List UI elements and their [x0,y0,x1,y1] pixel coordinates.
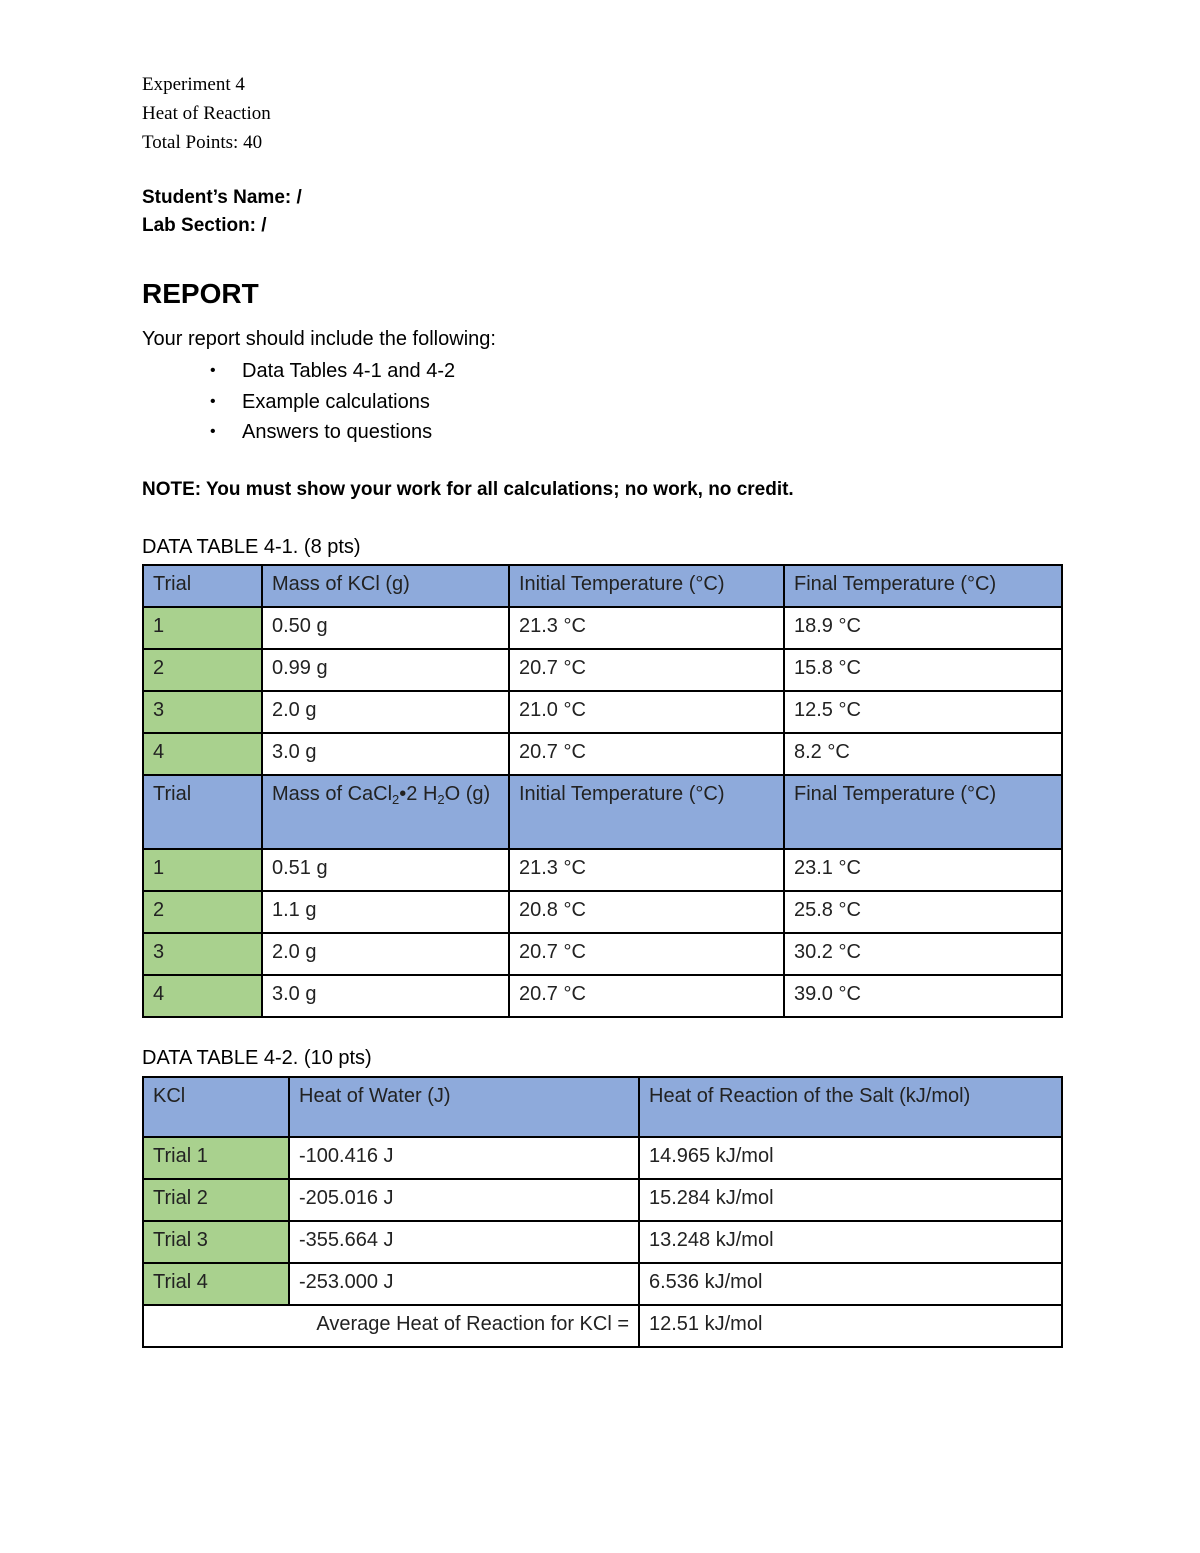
experiment-title: Heat of Reaction [142,103,271,124]
table-row [143,891,1062,933]
list-item: • Answers to questions [210,419,455,450]
experiment-number: Experiment 4 [142,74,245,95]
table-row [143,1263,1062,1305]
trial-cell: Trial 1 [143,1137,289,1179]
mass-cell: 2.0 g [262,691,509,733]
table-row [143,649,1062,691]
final-temp-cell: 25.8 °C [784,891,1062,933]
trial-cell: Trial 2 [143,1179,289,1221]
header-cell: Heat of Water (J) [289,1077,639,1137]
trial-cell: 1 [143,849,262,891]
header-cell: Trial [143,775,262,849]
heat-of-reaction-cell: 14.965 kJ/mol [639,1137,1062,1179]
lab-section-label: Lab Section: / [142,215,267,236]
trial-cell: 2 [143,649,262,691]
work-note: NOTE: You must show your work for all calculations; no work, no credit. [142,479,794,500]
trial-cell: Trial 3 [143,1221,289,1263]
trial-cell: 4 [143,733,262,775]
mass-cell: 3.0 g [262,733,509,775]
list-item: • Example calculations [210,389,455,420]
initial-temp-cell: 20.7 °C [509,933,784,975]
total-points: Total Points: 40 [142,132,263,153]
mass-cell: 0.51 g [262,849,509,891]
heat-of-reaction-cell: 15.284 kJ/mol [639,1179,1062,1221]
mass-cell: 0.50 g [262,607,509,649]
trial-cell: 2 [143,891,262,933]
initial-temp-cell: 21.0 °C [509,691,784,733]
report-requirements-list [210,358,455,450]
initial-temp-cell: 20.8 °C [509,891,784,933]
report-heading: REPORT [142,278,259,309]
table-row [143,1221,1062,1263]
final-temp-cell: 15.8 °C [784,649,1062,691]
heat-of-water-cell: -355.664 J [289,1221,639,1263]
trial-cell: 4 [143,975,262,1017]
student-name-label: Student’s Name: / [142,187,302,208]
average-row [143,1305,1062,1347]
final-temp-cell: 12.5 °C [784,691,1062,733]
final-temp-cell: 8.2 °C [784,733,1062,775]
table-row [143,691,1062,733]
trial-cell: Trial 4 [143,1263,289,1305]
final-temp-cell: 30.2 °C [784,933,1062,975]
heat-of-water-cell: -253.000 J [289,1263,639,1305]
table-row [143,1137,1062,1179]
document-header [142,70,271,157]
mass-cell: 1.1 g [262,891,509,933]
heat-of-water-cell: -205.016 J [289,1179,639,1221]
header-cell: Mass of KCl (g) [262,565,509,607]
header-cell: Final Temperature (°C) [784,565,1062,607]
table-row [143,733,1062,775]
mass-cell: 0.99 g [262,649,509,691]
data-table-4-1 [142,564,1063,1018]
initial-temp-cell: 21.3 °C [509,607,784,649]
final-temp-cell: 39.0 °C [784,975,1062,1017]
trial-cell: 3 [143,933,262,975]
student-info [142,184,302,240]
data-table-4-2-caption: DATA TABLE 4-2. (10 pts) [142,1047,372,1069]
heat-of-reaction-cell: 6.536 kJ/mol [639,1263,1062,1305]
average-value: 12.51 kJ/mol [639,1305,1062,1347]
header-cell: Heat of Reaction of the Salt (kJ/mol) [639,1077,1062,1137]
initial-temp-cell: 20.7 °C [509,649,784,691]
header-cell: Initial Temperature (°C) [509,775,784,849]
data-table-4-2 [142,1076,1063,1348]
table-row [143,607,1062,649]
header-cell-mass-cacl2: Mass of CaCl$_2$•2 $H_2O$ (g) [262,775,509,849]
table-row [143,849,1062,891]
mass-cell: 3.0 g [262,975,509,1017]
list-item: • Data Tables 4-1 and 4-2 [210,358,455,389]
heat-of-reaction-cell: 13.248 kJ/mol [639,1221,1062,1263]
header-cell: KCl [143,1077,289,1137]
table-header-row [143,565,1062,607]
initial-temp-cell: 20.7 °C [509,975,784,1017]
header-cell: Initial Temperature (°C) [509,565,784,607]
initial-temp-cell: 20.7 °C [509,733,784,775]
final-temp-cell: 23.1 °C [784,849,1062,891]
table-row [143,933,1062,975]
data-table-4-1-caption: DATA TABLE 4-1. (8 pts) [142,536,361,558]
initial-temp-cell: 21.3 °C [509,849,784,891]
table-header-row [143,1077,1062,1137]
table-header-row [143,775,1062,849]
report-intro: Your report should include the following: [142,328,496,350]
trial-cell: 1 [143,607,262,649]
table-row [143,1179,1062,1221]
header-cell: Trial [143,565,262,607]
heat-of-water-cell: -100.416 J [289,1137,639,1179]
header-cell: Final Temperature (°C) [784,775,1062,849]
table-row [143,975,1062,1017]
final-temp-cell: 18.9 °C [784,607,1062,649]
average-label: Average Heat of Reaction for KCl = [143,1305,639,1347]
mass-cell: 2.0 g [262,933,509,975]
trial-cell: 3 [143,691,262,733]
